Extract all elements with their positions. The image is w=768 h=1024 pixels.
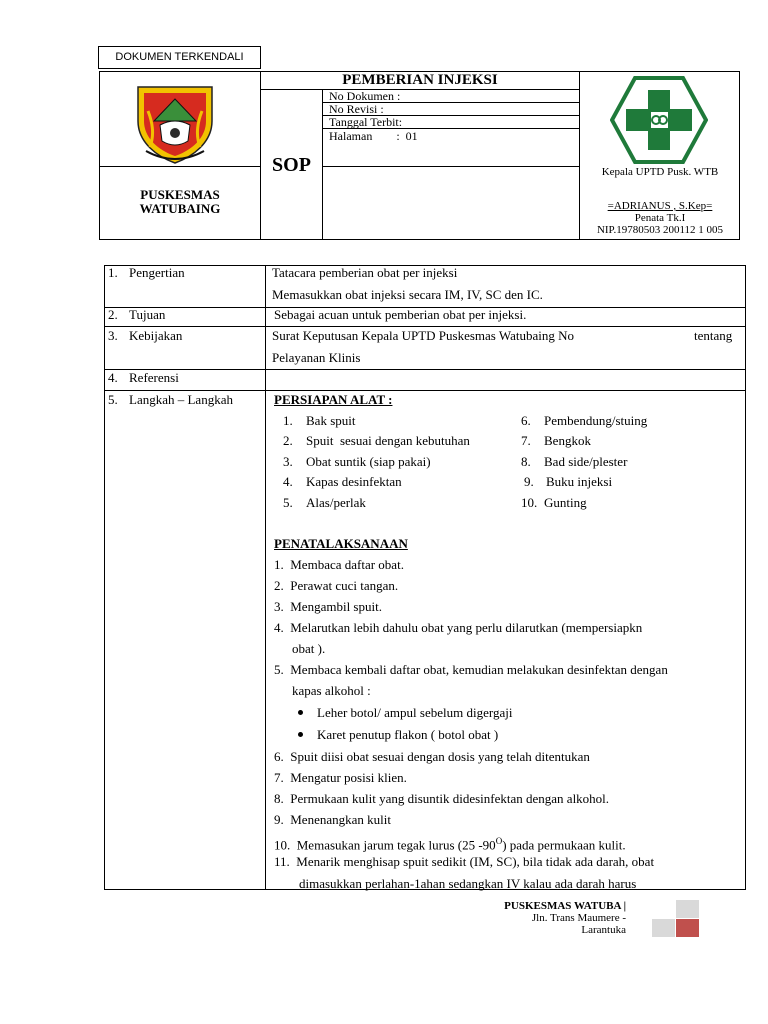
regional-emblem-logo [130,81,220,165]
penatalaksanaan-heading: PENATALAKSANAAN [274,536,408,551]
procedure-step-continued: kapas alkohol : [292,683,371,698]
content-divider [104,369,746,370]
signer-rank: Penata Tk.I [634,212,686,224]
list-item-number: 10. [521,495,538,510]
degree-superscript: O [495,836,503,846]
signer-name: =ADRIANUS , S.Kep= [607,200,713,212]
procedure-step: 11. Menarik menghisap spuit sedikit (IM, SC), bila tidak ada darah, obat [274,854,655,869]
footer-org: PUSKESMAS WATUBA | [504,900,626,912]
list-item-number: 1. [283,413,293,428]
procedure-step: 6. Spuit diisi obat sesuai dengan dosis yang telah ditentukan [274,749,590,764]
row-number: 4. [108,370,118,385]
footer-address: Jln. Trans Maumere - [531,912,626,924]
procedure-step: 7. Mengatur posisi klien. [274,770,407,785]
list-item-number: 7. [521,433,531,448]
header-divider [322,89,323,240]
procedure-step: 4. Melarutkan lebih dahulu obat yang perlu dilarutkan (mempersiapkn [274,620,643,635]
content-divider [104,326,746,327]
bullet-item: Leher botol/ ampul sebelum digergaji [317,705,513,720]
row-number: 1. [108,265,118,280]
no-revisi-field: No Revisi : [329,102,384,116]
procedure-step-continued: dimasukkan perlahan-1ahan sedangkan IV kalau ada darah harus [299,876,637,891]
sop-label: SOP [272,154,311,176]
procedure-step: 1. Membaca daftar obat. [274,557,404,572]
controlled-document-text: DOKUMEN TERKENDALI [115,51,244,63]
footer-decor-square [676,900,699,918]
row-label-referensi: Referensi [129,370,179,385]
row-number: 2. [108,307,118,322]
row-label-tujuan: Tujuan [129,307,166,322]
list-item-number: 4. [283,474,293,489]
row-text: Pelayanan Klinis [272,350,361,365]
header-divider [260,89,580,90]
list-item: Kapas desinfektan [306,474,402,489]
list-item: Bak spuit [306,413,356,428]
footer-decor-square [652,919,675,937]
content-divider [104,390,746,391]
list-item-number: 8. [521,454,531,469]
list-item-number: 9. [524,474,534,489]
list-item: Spuit sesuai dengan kebutuhan [306,433,470,448]
list-item-number: 2. [283,433,293,448]
org-name: PUSKESMAS [140,187,220,202]
content-divider [265,265,266,890]
list-item-number: 3. [283,454,293,469]
procedure-step: 2. Perawat cuci tangan. [274,578,399,593]
signer-title: Kepala UPTD Pusk. WTB [601,166,719,178]
org-name: WATUBAING [139,201,221,216]
puskesmas-logo [610,76,708,164]
procedure-step-text: ) pada permukaan kulit. [502,837,626,853]
procedure-step-text: 10. Memasukan jarum tegak lurus (25 -90 [274,837,496,853]
procedure-step: 5. Membaca kembali daftar obat, kemudian melakukan desinfektan dengan [274,662,668,677]
no-dokumen-field: No Dokumen : [329,89,401,103]
footer-decor-square [652,900,675,918]
list-item: Gunting [544,495,587,510]
halaman-field: Halaman : 01 [329,129,418,143]
list-item: Obat suntik (siap pakai) [306,454,431,469]
header-divider [99,166,261,167]
tanggal-terbit-field: Tanggal Terbit: [329,115,403,129]
row-text: Memasukkan obat injeksi secara IM, IV, SC den IC. [272,287,543,302]
row-number: 5. [108,392,118,407]
procedure-step: 3. Mengambil spuit. [274,599,382,614]
list-item: Buku injeksi [546,474,613,489]
document-title: PEMBERIAN INJEKSI [342,72,498,88]
header-divider [322,166,580,167]
list-item: Alas/perlak [306,495,366,510]
procedure-step: 8. Permukaan kulit yang disuntik didesinfektan dengan alkohol. [274,791,610,806]
list-item-number: 5. [283,495,293,510]
footer-decor-square [676,919,699,937]
row-number: 3. [108,328,118,343]
row-text: Sebagai acuan untuk pemberian obat per injeksi. [274,307,527,322]
procedure-step: 9. Menenangkan kulit [274,812,391,827]
row-label-pengertian: Pengertian [129,265,185,280]
footer-address: Larantuka [581,924,626,936]
row-label-langkah: Langkah – Langkah [129,392,233,407]
row-text: Tatacara pemberian obat per injeksi [272,265,458,280]
list-item: Pembendung/stuing [544,413,648,428]
row-text: Surat Keputusan Kepala UPTD Puskesmas Watubaing No [272,328,575,343]
list-item-number: 6. [521,413,531,428]
procedure-step [274,833,626,853]
persiapan-heading: PERSIAPAN ALAT : [274,392,393,407]
bullet-item: Karet penutup flakon ( botol obat ) [317,727,499,742]
signer-nip: NIP.19780503 200112 1 005 [596,224,724,236]
bullet-icon [298,732,303,737]
bullet-icon [298,710,303,715]
list-item: Bad side/plester [544,454,628,469]
row-label-kebijakan: Kebijakan [129,328,183,343]
procedure-step-continued: obat ). [292,641,326,656]
row-text: tentang [694,328,733,343]
list-item: Bengkok [544,433,591,448]
